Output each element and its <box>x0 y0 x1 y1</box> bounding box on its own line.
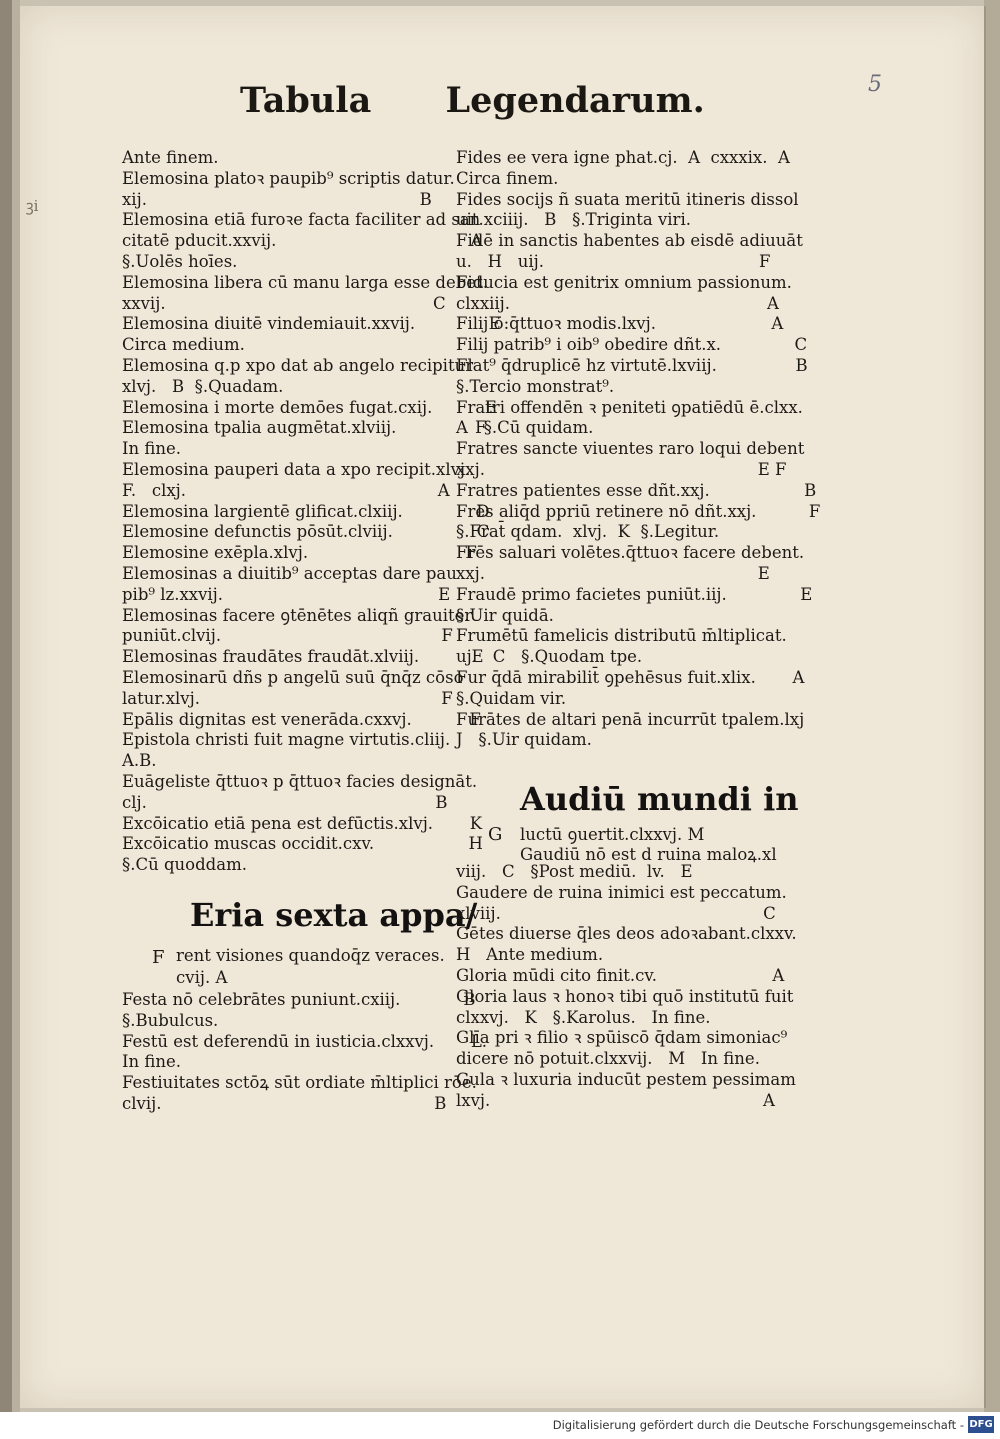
index-entry: Fides socijs ñ suata meritū itineris dissol <box>456 189 799 209</box>
index-entry: §.Bubulcus. <box>122 1010 219 1030</box>
index-entry: xxj. E F <box>456 460 787 479</box>
index-entry: latur.xlvj. F <box>122 688 453 708</box>
index-entry: Elemosinas facere ꝯtēnētes aliqñ grauiter <box>122 605 473 625</box>
digitization-footer <box>0 1416 1000 1436</box>
index-entry: Gētes diuerse q̄les deos adoꝛabant.clxxv. <box>456 924 797 944</box>
index-entry: citatē pducit.xxvij. A <box>122 231 483 251</box>
index-entry: In fine. <box>122 439 182 459</box>
index-entry: Elemosina etiā furoꝛe facta faciliter ad san <box>122 210 481 230</box>
footer-credit-text: Digitalisierung gefördert durch die Deutsche Forschungsgemeinschaft - <box>552 1418 964 1432</box>
index-entry: Filij ō:q̄ttuoꝛ modis.lxvj. A <box>456 314 784 334</box>
index-entry: Frēs saluari volētes.q̄ttuoꝛ facere debent. <box>456 543 805 563</box>
title-word-1: Tabula <box>240 80 372 121</box>
index-entry: §.Uolēs hoīes. <box>122 252 238 271</box>
index-entry: Elemosina i morte demōes fugat.cxij. E <box>122 397 497 417</box>
index-entry: pib⁹ lz.xxvij. E <box>122 584 451 604</box>
index-entry: H Ante medium. <box>456 945 604 965</box>
index-entry: Euāgeliste q̄ttuoꝛ p q̄ttuoꝛ facies designāt. <box>122 772 478 791</box>
index-entry: Circa finem. <box>456 168 559 188</box>
index-entry: Elemosina q.p xpo dat ab angelo recipitur <box>122 356 474 375</box>
index-entry: A §.Cū quidam. <box>456 418 594 438</box>
index-entry: lxvj. A <box>456 1090 775 1110</box>
index-entry: In fine. <box>122 1052 182 1072</box>
index-entry: F. clxj. A <box>122 480 450 500</box>
index-entry: xxvij. C <box>122 293 446 313</box>
index-entry: Frumētū famelicis distributū m̄ltiplicat. <box>456 626 787 646</box>
left-heading-line2: rent visiones quandoq̄z veraces. <box>176 946 445 965</box>
dfg-logo: DFG <box>968 1416 994 1433</box>
index-entry: Glīa pri ꝛ filio ꝛ spūiscō q̄dam simoniac⁹ <box>456 1028 788 1048</box>
index-entry: Circa medium. <box>122 335 245 355</box>
index-entry: A.B. <box>122 751 157 771</box>
book-binding-edge <box>0 0 12 1439</box>
index-entry: Fratres sancte viuentes raro loqui debent <box>456 439 805 459</box>
right-heading-text: Audiū mundi in <box>520 780 799 818</box>
index-entry: Fratres patientes esse dñt.xxj. B <box>456 480 817 500</box>
index-entry: xlviij. C <box>456 903 776 923</box>
index-entry: xlvj. B §.Quadam. <box>122 376 284 396</box>
page-title <box>240 80 705 121</box>
index-entry: §.Uir quidā. <box>456 605 554 625</box>
title-word-2: Legendarum. <box>445 80 705 121</box>
index-entry: §.Tercio monstrat⁹. <box>456 376 615 396</box>
index-entry: xij. B <box>122 189 432 209</box>
right-heading-line2: luctū ꝯuertit.clxxvj. M <box>520 825 705 844</box>
index-entry: Gaudere de ruina inimici est peccatum. <box>456 882 787 902</box>
index-entry: §.Frat̄ qdam. xlvj. K §.Legitur. <box>456 522 720 542</box>
index-entry: Frēs aliq̄d ppriū retinere nō dñt.xxj. F <box>456 501 821 521</box>
index-entry: Fides ee vera igne phat.cj. A cxxxix. A <box>456 148 790 167</box>
right-section-heading <box>520 780 799 818</box>
index-entry: Elemosinarū dñs p angelū suū q̄nq̄z cōso <box>122 668 464 687</box>
index-entry: Elemosina platoꝛ paupib⁹ scriptis datur. <box>122 168 455 188</box>
left-section-heading <box>190 896 477 934</box>
index-entry: clj. B <box>122 792 448 812</box>
right-heading-initial: G <box>488 824 503 845</box>
index-entry: Epālis dignitas est venerāda.cxxvj. F <box>122 709 481 729</box>
index-entry: J §.Uir quidam. <box>456 730 592 750</box>
index-entry: uj. C §.Quodam tpe. <box>456 647 643 667</box>
index-entry: Fratri offendēn ꝛ peniteti ꝯpatiēdū ē.clxx. <box>456 397 803 417</box>
index-entry: Fiducia est genitrix omnium passionum. <box>456 272 792 292</box>
index-entry: Festū est deferendū in iusticia.clxxvj. L. <box>122 1031 488 1051</box>
index-entry: Epistola christi fuit magne virtutis.cliij. <box>122 730 451 750</box>
margin-annotation: ꝫi <box>26 197 39 215</box>
index-entry: Elemosina tpalia augmētat.xlviij. F <box>122 418 487 438</box>
index-entry: Elemosina largientē glificat.clxiij. D <box>122 501 490 521</box>
left-heading-line3: cvij. A <box>176 968 228 987</box>
left-heading-text: Eria sexta appa/ <box>190 896 478 934</box>
index-entry: Festa nō celebrātes puniunt.cxiij. B <box>122 990 476 1009</box>
index-entry: Festiuitates sctōꝝ sūt ordiate m̄ltiplici rōe. <box>122 1073 477 1093</box>
index-entry: u. H uij. F <box>456 252 771 271</box>
index-entry: Fidē in sanctis habentes ab eisdē adiuuāt <box>456 231 803 251</box>
index-entry: viij. C §Post mediū. lv. E <box>456 862 693 881</box>
index-entry: uit.xciiij. B §.Triginta viri. <box>456 210 691 230</box>
left-heading-initial: F <box>152 947 165 968</box>
index-entry: Fur q̄dā mirabilit̄ ꝯpehēsus fuit.xlix. A <box>456 668 805 687</box>
index-entry: Ante finem. <box>122 148 219 167</box>
index-entry: Filij patrib⁹ i oib⁹ obedire dñt.x. C <box>456 335 808 355</box>
index-entry: clvij. B <box>122 1094 447 1113</box>
index-entry: Flat⁹ q̄druplicē hz virtutē.lxviij. B <box>456 356 808 375</box>
index-entry: Excōicatio muscas occidit.cxv. H <box>122 834 483 854</box>
index-entry: Elemosina pauperi data a xpo recipit.xlvj. <box>122 460 471 479</box>
page-stack-edge <box>984 0 1000 1412</box>
index-entry: Excōicatio etiā pena est defūctis.xlvj. K <box>122 813 483 833</box>
index-entry: Elemosinas a diuitib⁹ acceptas dare pau <box>122 564 457 583</box>
index-entry: §.Quidam vir. <box>456 688 567 708</box>
index-entry: Elemosinas fraudātes fraudāt.xlviij. E <box>122 647 484 667</box>
index-entry: xxj. E <box>456 564 770 583</box>
index-entry: puniūt.clvij. F <box>122 626 453 646</box>
index-entry: Gloria mūdi cito finit.cv. A <box>456 966 785 985</box>
index-entry: Gloria laus ꝛ honoꝛ tibi quō institutū fuit <box>456 986 794 1006</box>
index-entry: §.Cū quoddam. <box>122 855 247 875</box>
book-binding-shadow <box>12 0 20 1439</box>
index-entry: Elemosine exēpla.xlvj. F <box>122 543 477 563</box>
index-entry: clxxvj. K §.Karolus. In fine. <box>456 1007 711 1027</box>
right-heading-line3: Gaudiū nō est d ruina maloꝝ.xl <box>520 845 777 864</box>
index-entry: clxxiij. A <box>456 293 779 313</box>
index-entry: dicere nō potuit.clxxvij. M In fine. <box>456 1049 760 1069</box>
index-entry: Fraudē primo facietes puniūt.iij. E <box>456 584 813 604</box>
index-entry: Elemosina libera cū manu larga esse debet. <box>122 272 488 292</box>
index-entry: Elemosina diuitē vindemiauit.xxvij. E <box>122 314 501 334</box>
handwritten-page-number: 5 <box>868 72 882 97</box>
index-entry: Elemosine defunctis pōsūt.clviij. C <box>122 522 490 542</box>
index-entry: Gula ꝛ luxuria inducūt pestem pessimam <box>456 1070 796 1089</box>
index-entry: Furātes de altari penā incurrūt tpalem.lxj <box>456 709 805 729</box>
